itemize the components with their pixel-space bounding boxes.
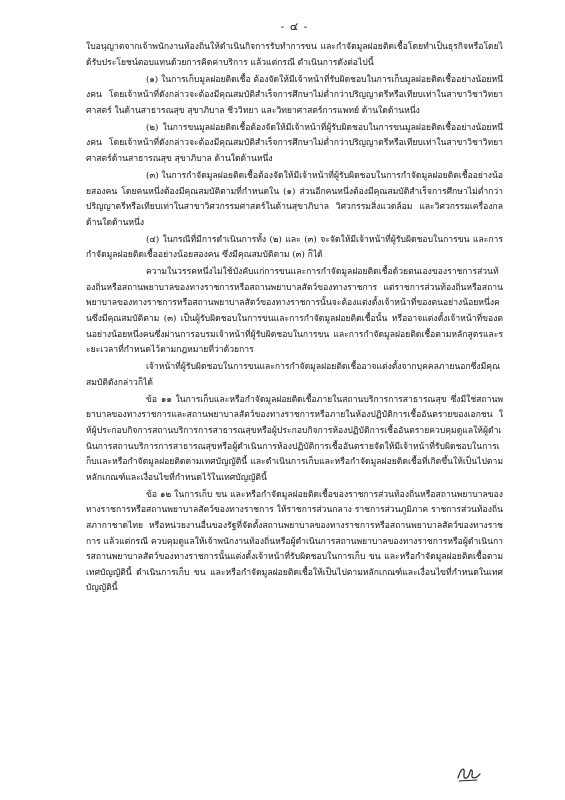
paragraph-clause-12: ข้อ ๑๒ ในการเก็บ ขน และหรือกำจัดมูลฝอยติดเชื้อของราชการส่วนท้องถิ่นหรือสถานพยาบาลของทางราชการหรือสถานพยาบาลสัตว์ของทางราชการ ให้ราชการส่วนกลาง ราชการส่วนภูมิภาค ราชการส่วนท้องถิ่น สภากาชาดไทย หรือหน่วยงานอื่นของรัฐที่จัดตั้งสถานพยาบาลของทางราชการหรือสถานพยาบาลสัตว์ของทางราชการ แล้วแต่กรณี ควบคุมดูแลให้เจ้าพนักงานท้องถิ่นหรือผู้ดำเนินการสถานพยาบาลของทางราชการหรือผู้ดำเนินการสถานพยาบาลสัตว์ของทางราชการนั้นแต่งตั้งเจ้าหน้าที่รับผิดชอบในการเก็บ ขน และหรือกำจัดมูลฝอยติดเชื้อตามเทศบัญญัตินี้ ดำเนินการเก็บ ขน และหรือกำจัดมูลฝอยติดเชื้อให้เป็นไปตามหลักเกณฑ์และเงื่อนไขที่กำหนดในเทศบัญญัตินี้ (86, 489, 503, 594)
paragraph-item-4: (๔) ในกรณีที่มีการดำเนินการทั้ง (๒) และ (๓) จะจัดให้มีเจ้าหน้าที่ผู้รับผิดชอบในการขน และการกำจัดมูลฝอยติดเชื้ออย่างน้อยสองคน ซึ่งมีคุณสมบัติตาม (๓) ก็ได้ (86, 234, 503, 261)
paragraph-clause-11: ข้อ ๑๑ ในการเก็บและหรือกำจัดมูลฝอยติดเชื้อภายในสถานบริการการสาธารณสุข ซึ่งมีใช่สถานพยาบาลของทางราชการและสถานพยาบาลสัตว์ของทางราชการหรือภายในห้องปฏิบัติการเชื้ออันตรายของเอกชน ให้ผู้ประกอบกิจการสถานบริการการสาธารณสุขหรือผู้ประกอบกิจการห้องปฏิบัติการเชื้ออันตรายควบคุมดูแลให้ผู้ดำเนินการสถานบริการการสาธารณสุขหรือผู้ดำเนินการห้องปฏิบัติการเชื้ออันตรายจัดให้มีเจ้าหน้าที่รับผิดชอบในการเก็บและหรือกำจัดมูลฝอยติดตามเทศบัญญัตินี้ และดำเนินการเก็บและหรือกำจัดมูลฝอยติดเชื้อที่เกิดขึ้นให้เป็นไปตามหลักเกณฑ์และเงื่อนไขที่กำหนดไว้ในเทศบัญญัตินี้ (86, 394, 503, 483)
page-number: - ๔ - (280, 20, 309, 33)
paragraph-item-1: (๑) ในการเก็บมูลฝอยติดเชื้อ ต้องจัดให้มีเจ้าหน้าที่รับผิดชอบในการเก็บมูลฝอยติดเชื้ออย่างน้อยหนึ่งคน โดยเจ้าหน้าที่ดังกล่าวจะต้องมีคุณสมบัติสำเร็จการศึกษาไม่ต่ำกว่าปริญญาตรีหรือเทียบเท่าในสาขาวิชาวิทยาศาสตร์ ในด้านสาธารณสุข สุขาภิบาล ชีววิทยา และวิทยาศาสตร์การแพทย์ ด้านใดด้านหนึ่ง (86, 74, 503, 116)
paragraph-exemption: ความในวรรคหนึ่งไม่ใช้บังคับแก่การขนและการกำจัดมูลฝอยติดเชื้อด้วยตนเองของราชการส่วนท้องถิ่นหรือสถานพยาบาลของทางราชการหรือสถานพยาบาลสัตว์ของทางราชการ แต่ราชการส่วนท้องถิ่นหรือสถานพยาบาลของทางราชการหรือสถานพยาบาลสัตว์ของทางราชการนั้นจะต้องแต่งตั้งเจ้าหน้าที่ของตนอย่างน้อยหนึ่งคนซึ่งมีคุณสมบัติตาม (๓) เป็นผู้รับผิดชอบในการขนและการกำจัดมูลฝอยติดเชื้อนั้น หรืออาจแต่งตั้งเจ้าหน้าที่ของตนอย่างน้อยหนึ่งคนซึ่งผ่านการอบรมเจ้าหน้าที่ผู้รับผิดชอบในการขน และการกำจัดมูลฝอยติดเชื้อตามหลักสูตรและระยะเวลาที่กำหนดไว้ตามกฎหมายที่ว่าด้วยการ (86, 267, 503, 356)
paragraph-outsider: เจ้าหน้าที่ผู้รับผิดชอบในการขนและการกำจัดมูลฝอยติดเชื้ออาจแต่งตั้งจากบุคคลภายนอกซึ่งมีคุณสมบัติดังกล่าวก็ได้ (86, 362, 501, 388)
paragraph-item-3: (๓) ในการกำจัดมูลฝอยติดเชื้อต้องจัดให้มีเจ้าหน้าที่ผู้รับผิดชอบในการกำจัดมูลฝอยติดเชื้ออย่างน้อยสองคน โดยคนหนึ่งต้องมีคุณสมบัติตามที่กำหนดใน (๑) ส่วนอีกคนหนึ่งต้องมีคุณสมบัติสำเร็จการศึกษาไม่ต่ำกว่าปริญญาตรีหรือเทียบเท่าในสาขาวิศวกรรมศาสตร์ในด้านสุขาภิบาล วิศวกรรมสิ่งแวดล้อม และวิศวกรรมเครื่องกล ด้านใดด้านหนึ่ง (86, 170, 503, 228)
paragraph-item-2: (๒) ในการขนมูลฝอยติดเชื้อต้องจัดให้มีเจ้าหน้าที่ผู้รับผิดชอบในการขนมูลฝอยติดเชื้ออย่างน้อยหนึ่งคน โดยเจ้าหน้าที่ดังกล่าวจะต้องมีคุณสมบัติสำเร็จการศึกษาไม่ต่ำกว่าปริญญาตรีหรือเทียบเท่าในสาขาวิชาวิทยาศาสตร์ด้านสาธารณสุข สุขาภิบาล ด้านใดด้านหนึ่ง (86, 122, 503, 164)
signature-scribble-icon (455, 762, 483, 784)
paragraph-intro: ใบอนุญาตจากเจ้าพนักงานท้องถิ่นให้ดำเนินกิจการรับทำการขน และกำจัดมูลฝอยติดเชื้อโดยทำเป็นธุรกิจหรือโดยได้รับประโยชน์ตอบแทนด้วยการคิดค่าบริการ แล้วแต่กรณี ดำเนินการดังต่อไปนี้ (86, 42, 503, 68)
